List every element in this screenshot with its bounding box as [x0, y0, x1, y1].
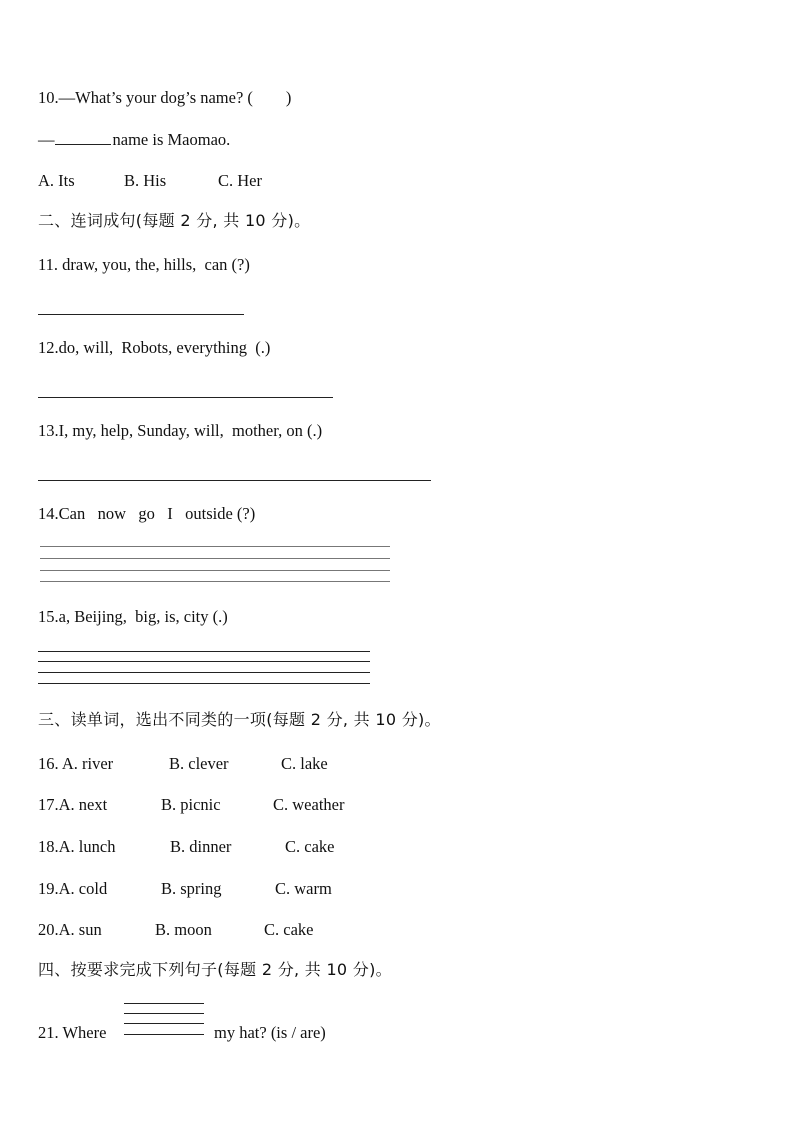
q20-option-c[interactable]: C. cake [264, 920, 314, 939]
q10-option-b[interactable]: B. His [124, 171, 167, 190]
q21-ruled-line [124, 1013, 204, 1014]
q16-option-c[interactable]: C. lake [281, 754, 328, 773]
q14-prompt: 14.Can now go I outside (?) [38, 504, 256, 523]
q10-response-dash: — [38, 130, 55, 149]
q10-answer-blank[interactable] [55, 130, 111, 145]
q21-ruled-line [124, 1003, 204, 1004]
q10-option-c[interactable]: C. Her [218, 171, 262, 190]
q14-ruled-line [40, 570, 390, 571]
q14-ruled-line [40, 558, 390, 559]
q19-option-c[interactable]: C. warm [275, 879, 332, 898]
q15-ruled-line [38, 651, 370, 652]
q16-option-a[interactable]: 16. A. river [38, 754, 114, 773]
q12-prompt: 12.do, will, Robots, everything (.) [38, 338, 271, 357]
q18-option-c[interactable]: C. cake [285, 837, 335, 856]
q15-ruled-line [38, 672, 370, 673]
q10-response-text: name is Maomao. [112, 130, 231, 149]
q21-ruled-line [124, 1023, 204, 1024]
q12-answer-line[interactable] [38, 397, 333, 398]
q17-option-a[interactable]: 17.A. next [38, 795, 108, 814]
q21-prompt-start: 21. Where [38, 1023, 107, 1042]
q14-ruled-line [40, 546, 390, 547]
q16-option-b[interactable]: B. clever [169, 754, 229, 773]
q10-question: 10.—What’s your dog’s name? ( ) [38, 88, 292, 107]
q10-option-a[interactable]: A. Its [38, 171, 75, 190]
q21-ruled-line [124, 1034, 204, 1035]
q13-answer-line[interactable] [38, 480, 431, 481]
q11-prompt: 11. draw, you, the, hills, can (?) [38, 255, 250, 274]
q20-option-a[interactable]: 20.A. sun [38, 920, 102, 939]
q15-prompt: 15.a, Beijing, big, is, city (.) [38, 607, 228, 626]
section4-heading: 四、按要求完成下列句子(每题 2 分, 共 10 分)。 [38, 960, 392, 979]
section2-heading: 二、连词成句(每题 2 分, 共 10 分)。 [38, 211, 311, 230]
q15-ruled-line [38, 683, 370, 684]
q11-answer-line[interactable] [38, 314, 244, 315]
section3-heading: 三、读单词，选出不同类的一项(每题 2 分, 共 10 分)。 [38, 710, 441, 729]
q20-option-b[interactable]: B. moon [155, 920, 212, 939]
q21-prompt-end: my hat? (is / are) [214, 1023, 326, 1042]
q18-option-b[interactable]: B. dinner [170, 837, 232, 856]
q17-option-b[interactable]: B. picnic [161, 795, 221, 814]
q19-option-b[interactable]: B. spring [161, 879, 222, 898]
q18-option-a[interactable]: 18.A. lunch [38, 837, 116, 856]
q19-option-a[interactable]: 19.A. cold [38, 879, 108, 898]
q17-option-c[interactable]: C. weather [273, 795, 345, 814]
q15-ruled-line [38, 661, 370, 662]
q10-response [38, 130, 230, 150]
q13-prompt: 13.I, my, help, Sunday, will, mother, on (.) [38, 421, 323, 440]
q14-ruled-line [40, 581, 390, 582]
